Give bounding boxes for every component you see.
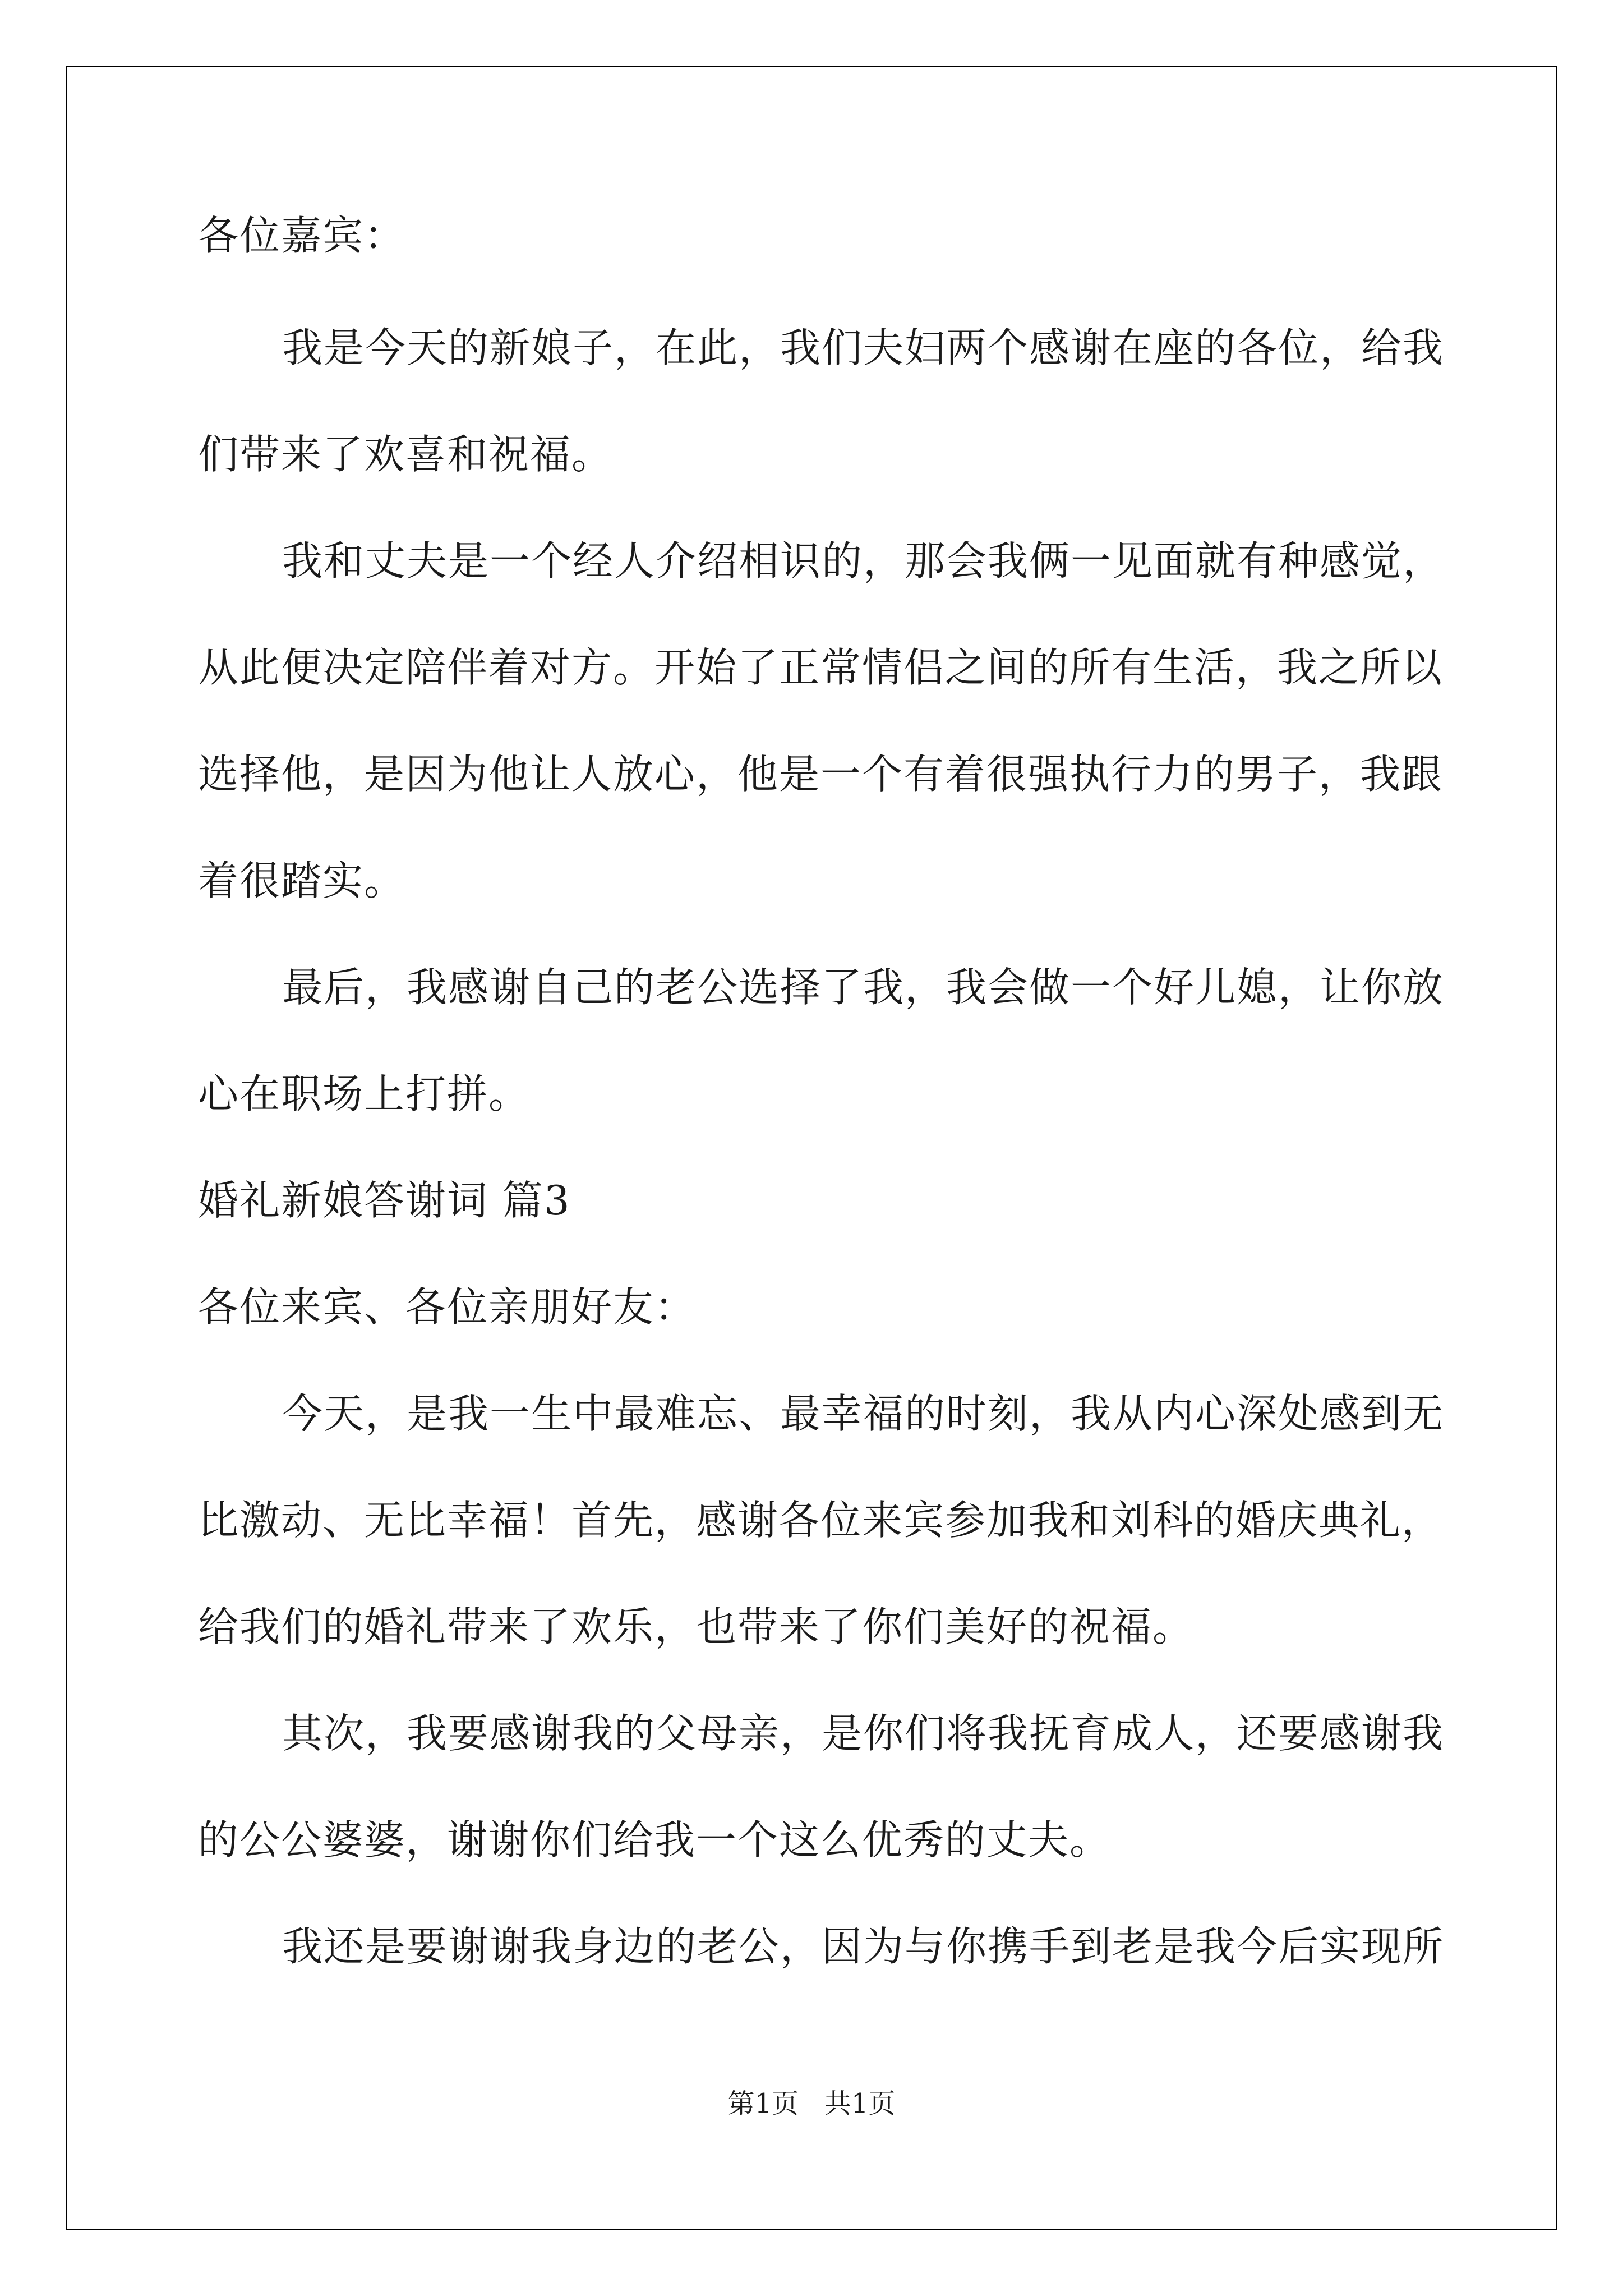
paragraph-line: 比激动、无比幸福！首先，感谢各位来宾参加我和刘科的婚庆典礼， xyxy=(198,1497,1444,1544)
paragraph-line: 今天，是我一生中最难忘、最幸福的时刻，我从内心深处感到无 xyxy=(282,1390,1445,1437)
paragraph-line: 我是今天的新娘子，在此，我们夫妇两个感谢在座的各位，给我 xyxy=(282,324,1445,371)
paragraph-line: 心在职场上打拼。 xyxy=(198,1070,531,1117)
paragraph-line: 从此便决定陪伴着对方。开始了正常情侣之间的所有生活，我之所以 xyxy=(198,644,1444,691)
section-heading: 婚礼新娘答谢词 篇3 xyxy=(198,1177,571,1224)
salutation-friends: 各位来宾、各位亲朋好友： xyxy=(198,1283,697,1331)
paragraph-line: 给我们的婚礼带来了欢乐，也带来了你们美好的祝福。 xyxy=(198,1603,1195,1650)
paragraph-line: 我和丈夫是一个经人介绍相识的，那会我俩一见面就有种感觉， xyxy=(282,537,1445,585)
page-number-footer: 第1页 共1页 xyxy=(727,2088,896,2119)
paragraph-line: 的公公婆婆，谢谢你们给我一个这么优秀的丈夫。 xyxy=(198,1816,1112,1864)
paragraph-line: 们带来了欢喜和祝福。 xyxy=(198,431,614,478)
paragraph-line: 其次，我要感谢我的父母亲，是你们将我抚育成人，还要感谢我 xyxy=(282,1710,1445,1757)
paragraph-line: 选择他，是因为他让人放心，他是一个有着很强执行力的男子，我跟 xyxy=(198,751,1444,798)
paragraph-line: 着很踏实。 xyxy=(198,857,406,904)
salutation-guests: 各位嘉宾： xyxy=(198,212,406,259)
page-border xyxy=(66,66,1557,2230)
paragraph-line: 最后，我感谢自己的老公选择了我，我会做一个好儿媳，让你放 xyxy=(282,964,1445,1011)
paragraph-line: 我还是要谢谢我身边的老公，因为与你携手到老是我今后实现所 xyxy=(282,1923,1445,1970)
